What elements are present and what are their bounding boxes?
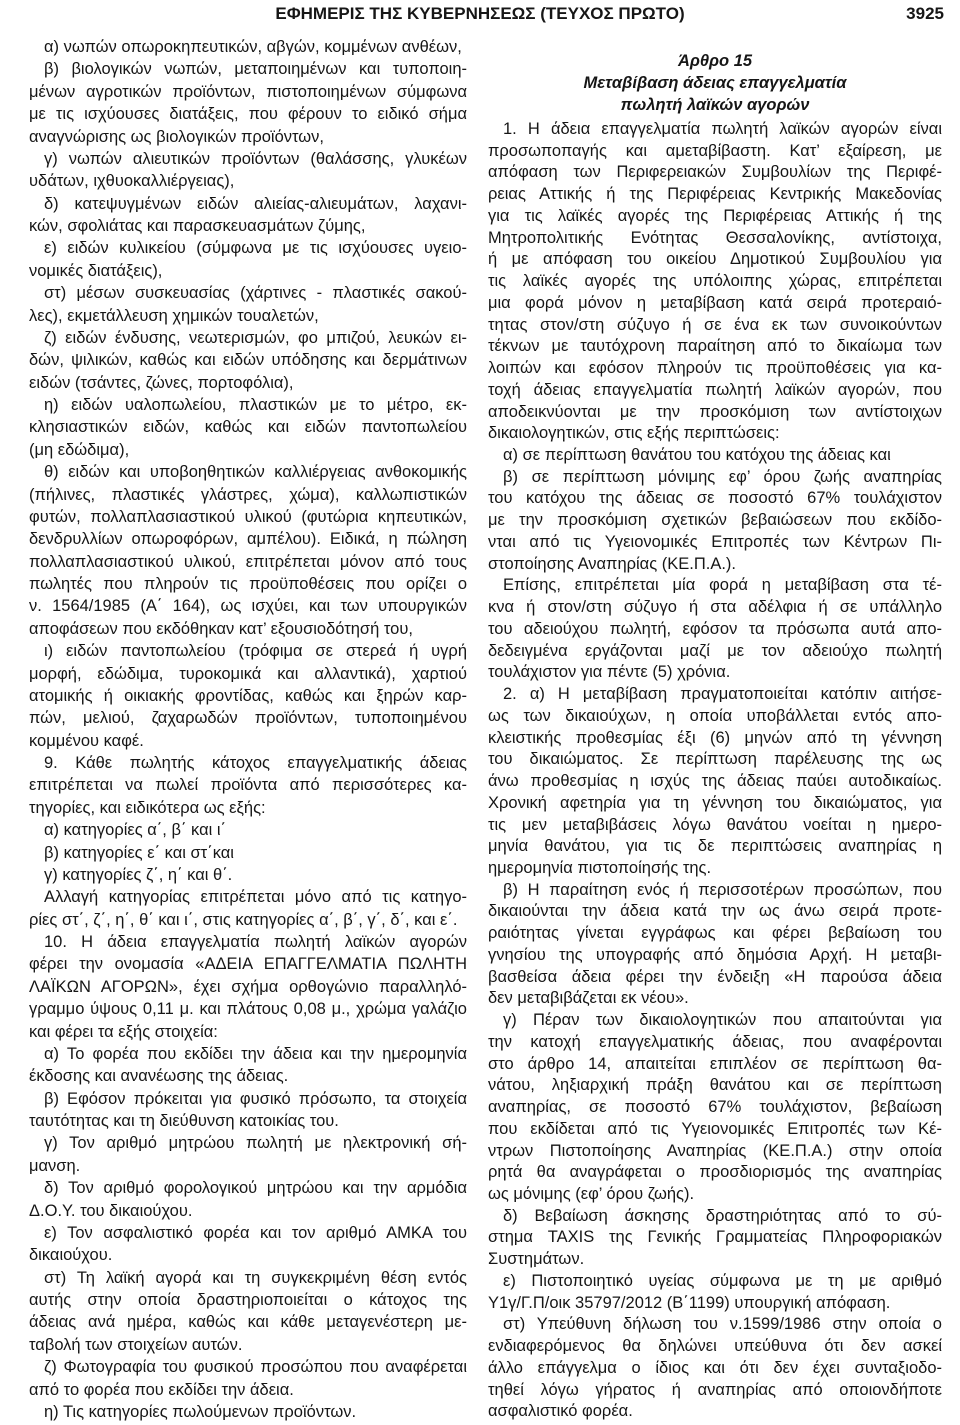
text-line: α) Το φορέα που εκδίδει την άδεια και την ημερομηνία xyxy=(44,1044,467,1063)
text-line: βασθείσα άδεια φέρει την ένδειξη «Η παρούσα άδεια xyxy=(488,967,942,986)
paragraph xyxy=(488,1314,942,1423)
text-line: πολλαπλασιαστικού υλικού, επιτρέπεται μόνον από τους xyxy=(29,552,467,571)
text-line: α) κατηγορίες α΄, β΄ και ι΄ xyxy=(44,821,227,840)
text-line: λες), εκμετάλλευση χημικών τουαλετών, xyxy=(29,306,319,325)
text-line: ραιότητας γίνεται εγγράφως και φέρει βεβαίωση του xyxy=(488,924,942,943)
text-line: γ) Τον αριθμό μητρώου πωλητή με ηλεκτρονική σή- xyxy=(44,1134,467,1153)
text-line: ενδιαφερόμενος θα δηλώνει υπεύθυνα ότι δεν ασκεί xyxy=(488,1337,942,1356)
text-line: ως μόνιμης (εφ’ όρου ζωής). xyxy=(488,1184,695,1203)
text-line: ν. 1564/1985 (Α΄ 164), ως ισχύει, και των υπουργικών xyxy=(29,597,467,616)
text-line: άνω προθεσμίας η ισχύς της άδειας παύει αυτοδικαίως. xyxy=(488,772,942,791)
text-line: δεν μεταβιβάζεται εκ νέου». xyxy=(488,989,689,1008)
paragraph xyxy=(29,193,467,238)
paragraph xyxy=(29,931,467,1043)
paragraph xyxy=(488,445,942,467)
text-line: ρητά θα αναγράφεται ο προσδιορισμός της αναπηρίας xyxy=(488,1163,942,1182)
text-line: αναπηρίας, σε ποσοστό 67% τουλάχιστον, βεβαίωση xyxy=(488,1098,942,1117)
text-line: φυτών, πολλαπλασιαστικού υλικού (φυτώρια κηπευτικών, xyxy=(29,507,467,526)
text-line: φέρει την ονομασία «ΑΔΕΙΑ ΕΠΑΓΓΕΛΜΑΤΙΑ ΠΩΛΗΤΗ xyxy=(29,955,467,974)
paragraph xyxy=(29,1043,467,1088)
paragraph xyxy=(29,752,467,819)
text-line: για τις λαϊκές αγορές της Περιφέρειας Αττικής ή της xyxy=(488,206,942,225)
text-line: 9. Κάθε πωλητής κάτοχος επαγγελματικής άδειας xyxy=(44,754,467,772)
text-line: Μητροπολιτικής Ενότητας Θεσσαλονίκης, αντίστοιχα, xyxy=(488,228,942,247)
paragraph xyxy=(29,237,467,282)
text-line: 1. Η άδεια επαγγελματία πωλητή λαϊκών αγορών είναι xyxy=(503,120,942,138)
text-line: νται από τις Υγειονομικές Επιτροπές των Κέντρων Πι- xyxy=(488,532,942,551)
text-line: (μη εδώδιμα), xyxy=(29,440,130,459)
text-line: ατομικής ή οικιακής φροντίδας, καθώς και ξηρών καρ- xyxy=(29,686,467,705)
paragraph xyxy=(29,640,467,752)
text-line: ειδών (τσάντες, ζώνες, πορτοφόλια), xyxy=(29,373,294,392)
text-line: γραμμο ύψους 0,11 μ. και πλάτους 0,08 μ., χρώμα γαλάζιο xyxy=(29,1000,467,1019)
text-line: γ) Πέραν των δικαιολογητικών που απαιτούνται για xyxy=(503,1011,942,1030)
paragraph xyxy=(29,864,467,886)
paragraph xyxy=(29,461,467,640)
text-line: β) Εφόσον πρόκειται για φυσικό πρόσωπο, τα στοιχεία xyxy=(44,1089,467,1108)
paragraph xyxy=(29,819,467,841)
text-line: ρίες στ΄, ζ΄, η΄, θ΄ και ι΄, στις κατηγορίες α΄, β΄, γ΄, δ΄, και ε΄. xyxy=(29,910,458,929)
text-line: Δ.Ο.Υ. του δικαιούχου. xyxy=(29,1201,193,1220)
text-line: Συστημάτων. xyxy=(488,1250,585,1269)
text-line: στο άρθρο 14, απαιτείται επιπλέον σε περίπτωση θα- xyxy=(488,1054,942,1073)
paragraph xyxy=(488,575,942,684)
text-line: και φέρει τα εξής στοιχεία: xyxy=(29,1022,218,1041)
text-line: αυτής στην οποία δραστηριοποιείται ο κάτοχος της xyxy=(29,1291,467,1309)
paragraph xyxy=(29,1088,467,1133)
text-line: μανση. xyxy=(29,1156,81,1175)
text-line: μια φορά μόνον η μεταβίβαση κατά σειρά προτεραιό- xyxy=(488,293,942,312)
text-line: α) νωπών οπωροκηπευτικών, αβγών, κομμένων ανθέων, xyxy=(44,38,462,56)
text-line: ταβολή των στοιχείων αυτών. xyxy=(29,1335,243,1354)
text-line: τις λαϊκές αγορές της υπόλοιπης χώρας, επιτρέπεται xyxy=(488,272,942,291)
text-line: μορφή, εδώδιμα, τυροκομικά και αλλαντικά), χαρτιού xyxy=(29,664,467,683)
article-number: Άρθρο 15 xyxy=(677,52,753,70)
text-line: 10. Η άδεια επαγγελματία πωλητή λαϊκών αγορών xyxy=(44,933,467,951)
paragraph xyxy=(29,1222,467,1267)
text-line: αποφάσεων που εκδόθηκαν κατ’ εξουσιοδότησή του, xyxy=(29,619,413,638)
text-line: ε) Πιστοποιητικό υγείας σύμφωνα με τη με αριθμό xyxy=(503,1271,942,1290)
text-line: η) ειδών υαλοπωλείου, πλαστικών με το μέτρο, εκ- xyxy=(44,396,467,414)
text-line: Επίσης, επιτρέπεται μία φορά η μεταβίβαση στα τέ- xyxy=(503,576,942,595)
text-line: δεδειγμένα εργάζονται μαζί με τον αδειούχο πωλητή xyxy=(488,641,942,660)
paragraph xyxy=(29,36,467,58)
text-line: κλειστικής προθεσμίας έξι (6) μηνών από τη γέννηση xyxy=(488,728,942,747)
right-column xyxy=(488,119,942,1423)
paragraph xyxy=(29,1132,467,1177)
paragraph xyxy=(488,1206,942,1271)
text-line: ΛΑΪΚΩΝ ΑΓΟΡΩΝ», έχει σχήμα ορθογώνιο παραλληλό- xyxy=(29,977,467,996)
paragraph xyxy=(488,1271,942,1314)
left-column xyxy=(29,36,467,1423)
text-line: στ) Τη λαϊκή αγορά και τη συγκεκριμένη θέση εντός xyxy=(44,1268,467,1287)
text-line: δ) κατεψυγμένων ειδών αλιείας-αλιευμάτων, λαχανι- xyxy=(44,194,467,213)
text-line: ε) ειδών κυλικείου (σύμφωνα με τις ισχύουσες υγειο- xyxy=(44,239,467,258)
text-line: ταυτότητας και τη διεύθυνση κατοικίας του. xyxy=(29,1112,339,1130)
text-line: θ) ειδών και υποβοηθητικών καλλιέργειας ανθοκομικής xyxy=(44,463,467,482)
text-line: ζ) ειδών ένδυσης, νεωτερισμών, φο μπιζού, λευκών ει- xyxy=(44,328,467,347)
text-line: δ) Τον αριθμό φορολογικού μητρώου και την αρμόδια xyxy=(44,1179,467,1198)
text-line: ή με απόφαση του οικείου Δημοτικού Συμβουλίου για xyxy=(488,250,942,269)
text-line: δικαιολογητικών, στις εξής περιπτώσεις: xyxy=(488,424,780,443)
text-line: τις μεν μεταβιβάσεις λόγω θανάτου νοείται η ημερο- xyxy=(488,815,942,834)
text-line: άδειας ανά ημέρα, καθώς και κάθε μεταγενέστερη με- xyxy=(29,1313,467,1332)
text-line: Υ1γ/Γ.Π/οικ 35797/2012 (Β΄1199) υπουργική απόφαση. xyxy=(488,1293,891,1312)
paragraph xyxy=(29,58,467,148)
text-line: γνησίου της υπογραφής από δημόσια Αρχή. Η μεταβι- xyxy=(488,945,942,964)
text-line: δικαιούχου. xyxy=(29,1246,113,1265)
paragraph xyxy=(29,1177,467,1222)
paragraph xyxy=(29,282,467,327)
text-line: λοιπών και εφόσον πληρούν τις προϋποθέσεις για κα- xyxy=(488,359,942,378)
text-line: νάτου, ληξιαρχική πράξη θανάτου και σε περίπτωση xyxy=(488,1076,942,1095)
text-line: ημερομηνία πιστοποίησής της. xyxy=(488,858,712,877)
text-line: απόφαση των Περιφερειακών Συμβουλίων της Περιφέ- xyxy=(488,163,942,182)
text-line: στ) μέσων συσκευασίας (χάρτινες - πλαστικές σακού- xyxy=(44,284,467,303)
text-line: Αλλαγή κατηγορίας επιτρέπεται μόνο από τις κατηγο- xyxy=(44,888,467,907)
text-line: μηνία θανάτου, για τις δε περιπτώσεις αναπηρίας η xyxy=(488,837,942,856)
text-line: πωλητές που πληρούν τις προϋποθέσεις που ορίζει ο xyxy=(29,575,467,593)
running-head: ΕΦΗΜΕΡΙΣ ΤΗΣ ΚΥΒΕΡΝΗΣΕΩΣ (ΤΕΥΧΟΣ ΠΡΩΤΟ) xyxy=(275,4,685,23)
paragraph xyxy=(29,1267,467,1357)
text-line: κών, σφολιάτας και παρασκευασμάτων ζύμης, xyxy=(29,217,366,235)
text-line: β) Η παραίτηση ενός ή περισσοτέρων προσώπων, που xyxy=(503,880,942,899)
paragraph xyxy=(29,394,467,461)
text-line: τητας στον/στη σύζυγο ή σε ένα εκ των συνοικούντων xyxy=(488,315,942,334)
text-line: με την προσκόμιση σχετικών βεβαιώσεων που εκδίδο- xyxy=(488,511,942,530)
text-line: τέκνων με ταυτόχρονη παραίτηση από το δικαίωμα των xyxy=(488,337,942,356)
text-line: η) Τις κατηγορίες πωλούμενων προϊόντων. xyxy=(44,1402,357,1421)
text-line: γ) κατηγορίες ζ΄, η΄ και θ΄. xyxy=(44,865,233,884)
paragraph xyxy=(29,1356,467,1401)
text-line: ρειας Αττικής ή της Περιφέρειας Κεντρικής Μακεδονίας xyxy=(488,185,942,204)
text-line: αναγνώρισης ως βιολογικών προϊόντων, xyxy=(29,127,324,146)
text-line: γ) νωπών αλιευτικών προϊόντων (θαλάσσης, γλυκέων xyxy=(44,149,467,168)
text-line: κλησιαστικών ειδών, καθώς και ειδών παντοπωλείου xyxy=(29,418,467,437)
paragraph xyxy=(488,880,942,1010)
text-line: β) κατηγορίες ε΄ και στ΄και xyxy=(44,843,234,862)
text-line: α) σε περίπτωση θανάτου του κατόχου της άδειας και xyxy=(503,446,891,465)
text-line: που εκδίδεται από τις Υγειονομικές Επιτροπές των Κέ- xyxy=(488,1119,942,1138)
text-line: ι) ειδών παντοπωλείου (τρόφιμα σε στερεά ή υγρή xyxy=(44,642,467,661)
text-line: δ) Βεβαίωση άσκησης δραστηριότητας από το σύ- xyxy=(503,1206,942,1225)
text-line: κνα ή στον/στη σύζυγο ή στα αδέλφια ή σε υπάλληλο xyxy=(488,598,942,617)
text-line: κομμένου καφέ. xyxy=(29,731,144,750)
text-line: του κατόχου της άδειας σε ποσοστό 67% τουλάχιστον xyxy=(488,489,942,508)
text-line: ε) Τον ασφαλιστικό φορέα και τον αριθμό ΑΜΚΑ του xyxy=(44,1223,467,1242)
text-line: τοχή άδειας επαγγελματία πωλητή λαϊκών αγορών, που xyxy=(488,380,942,399)
text-line: μένων αγροτικών προϊόντων, πιστοποιημένων σύμφωνα xyxy=(29,82,467,101)
text-line: (πήλινες, πλαστικές γλάστρες, χώμα), καλλωπιστικών xyxy=(29,485,467,504)
paragraph xyxy=(29,327,467,394)
text-line: β) βιολογικών νωπών, μεταποιημένων και τυποποιη- xyxy=(44,60,467,79)
paragraph xyxy=(488,1010,942,1206)
text-line: του δικαιώματος. Σε περίπτωση παρέλευσης της ως xyxy=(488,750,942,769)
text-line: τουλάχιστον για πέντε (5) χρόνια. xyxy=(488,663,731,682)
text-line: την κατοχή επαγγελματικής άδειας, που αναφέρονται xyxy=(488,1032,942,1051)
article-heading xyxy=(488,50,942,116)
text-line: υδάτων, ιχθυοκαλλιέργειας), xyxy=(29,172,235,191)
text-line: δικαιούνται την άδεια κατά την ως άνω σειρά προτε- xyxy=(488,902,942,921)
text-line: ασφαλιστικό φορέα. xyxy=(488,1402,633,1421)
text-line: ντρων Πιστοποίησης Αναπηρίας (ΚΕ.Π.Α.) στην οποία xyxy=(488,1141,942,1160)
text-line: από το φορέα που εκδίδει την άδεια. xyxy=(29,1380,294,1399)
text-line: του αδειούχου πωλητή, εφόσον τα πρόσωπα αυτά απο- xyxy=(488,619,942,638)
text-line: έκδοσης και ανανέωσης της άδειας. xyxy=(29,1067,289,1086)
paragraph xyxy=(29,842,467,864)
text-line: 2. α) Η μεταβίβαση πραγματοποιείται κατόπιν αιτήσε- xyxy=(503,685,942,704)
text-line: τηθεί λόγω γήρατος ή αναπηρίας από οποιονδήποτε xyxy=(488,1380,942,1399)
paragraph xyxy=(488,684,942,880)
text-line: προσωποπαγής και αμεταβίβαστη. Κατ’ εξαίρεση, με xyxy=(488,141,942,160)
text-line: τηγορίες, και ειδικότερα ως εξής: xyxy=(29,798,266,817)
text-line: δενδρυλλίων οπωροφόρων, αμπέλου). Ειδικά, η πώληση xyxy=(29,530,467,549)
paragraph xyxy=(29,1401,467,1423)
text-line: αποδεικνύονται με την προσκόμιση των αντίστοιχων xyxy=(488,402,942,421)
paragraph xyxy=(29,886,467,931)
paragraph xyxy=(29,148,467,193)
text-line: επιτρέπεται να πωλεί προϊόντα από περισσότερες κα- xyxy=(29,776,467,795)
text-line: ζ) Φωτογραφία του φυσικού προσώπου που αναφέρεται xyxy=(44,1358,467,1377)
page-number: 3925 xyxy=(906,4,944,23)
text-line: άλλο επάγγελμα ο ίδιος και ότι δεν έχει συνταξιοδο- xyxy=(488,1358,942,1377)
text-line: ως των δικαιούχων, η οποία υποβάλλεται εντός απο- xyxy=(488,706,942,725)
article-title-line: πωλητή λαϊκών αγορών xyxy=(620,96,810,114)
text-line: δών, ψιλικών, καθώς και ειδών υπόδησης και δερμάτινων xyxy=(29,351,467,370)
text-line: με τις ισχύουσες διατάξεις, που φέρουν το ειδικό σήμα xyxy=(29,105,467,124)
article-title-line: Μεταβίβαση άδειας επαγγελματία xyxy=(583,74,847,92)
text-line: στημα TAXIS της Γενικής Γραμματείας Πληροφοριακών xyxy=(488,1228,942,1247)
text-line: πών, μελιού, ζαχαρωδών προϊόντων, τυποποιημένου xyxy=(29,709,467,728)
text-line: νομικές διατάξεις), xyxy=(29,261,163,280)
text-line: Χρονική αφετηρία για τη γέννηση του δικαιώματος, για xyxy=(488,793,942,812)
paragraph xyxy=(488,119,942,445)
text-line: στ) Υπεύθυνη δήλωση του ν.1599/1986 στην οποία ο xyxy=(503,1315,942,1334)
paragraph xyxy=(488,467,942,576)
text-line: στοποίησης Αναπηρίας (ΚΕ.Π.Α.). xyxy=(488,554,737,573)
text-line: β) σε περίπτωση μόνιμης εφ’ όρου ζωής αναπηρίας xyxy=(503,467,942,486)
